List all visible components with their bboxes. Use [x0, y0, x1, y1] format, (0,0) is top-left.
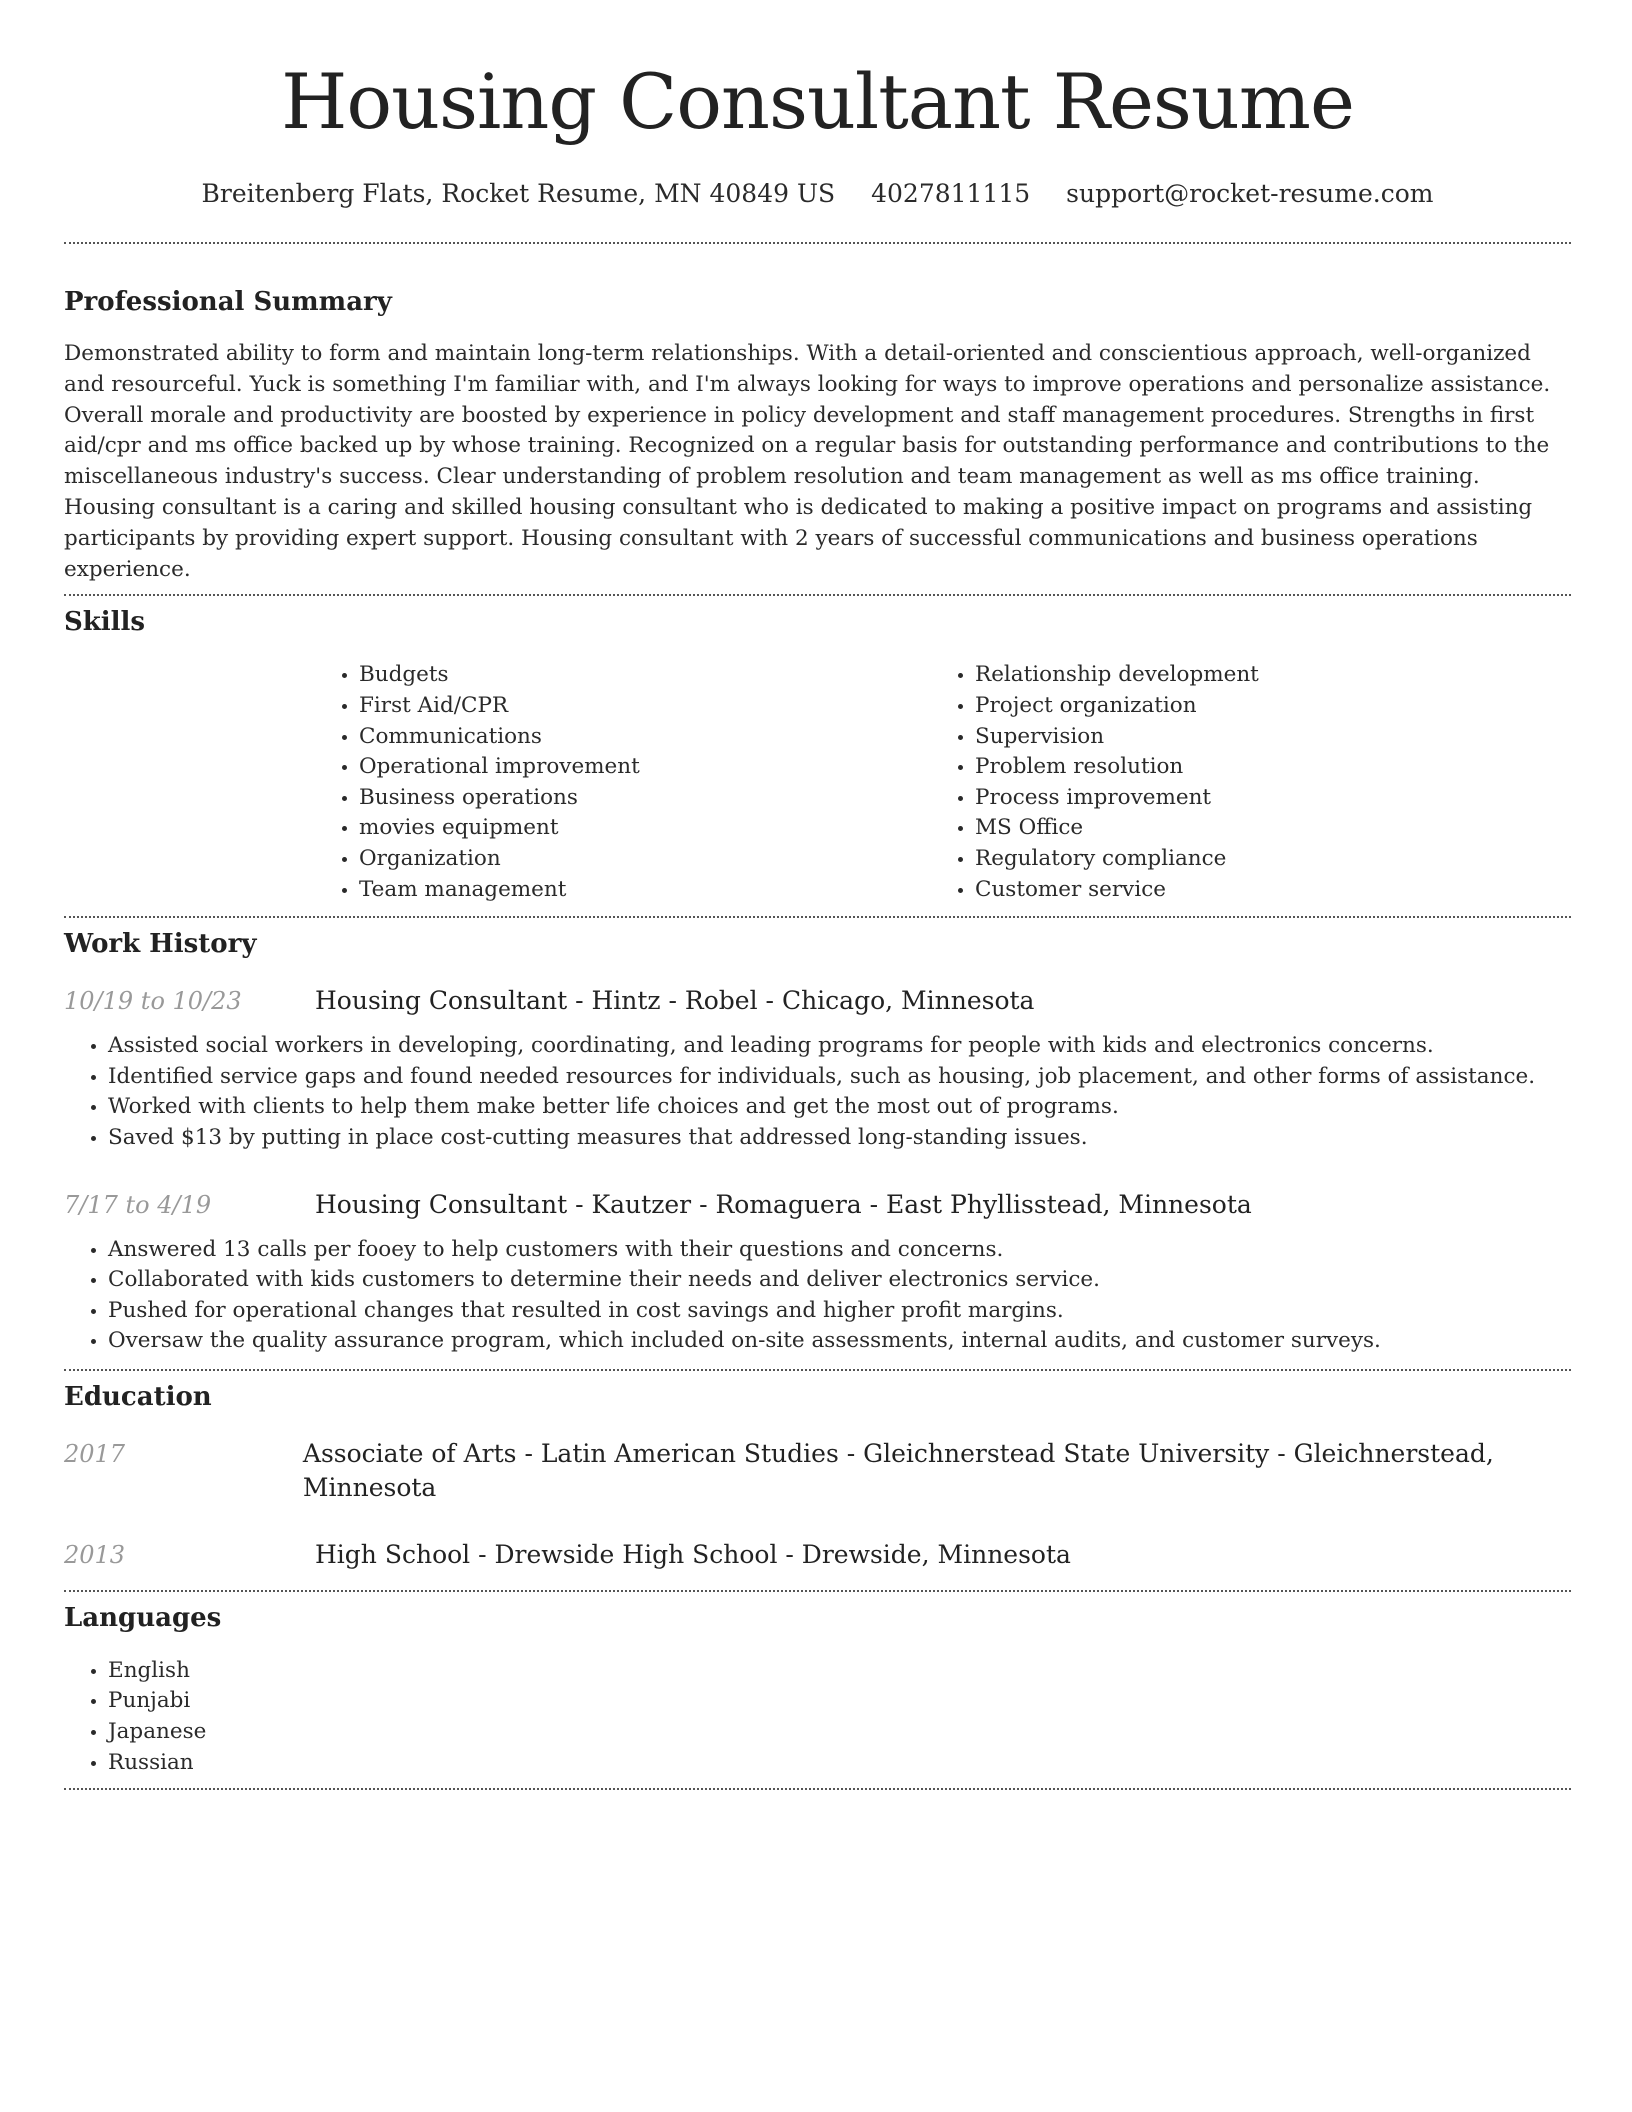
job-bullet: • Assisted social workers in developing, coordinating, and leading programs for people with kids and electronics concerns. [108, 1031, 1571, 1062]
education-year: 2017 [64, 1439, 126, 1468]
contact-phone: 4027811115 [871, 179, 1031, 208]
skill-item: • Business operations [359, 783, 931, 814]
divider [64, 1590, 1571, 1592]
job-entry [64, 1188, 1571, 1357]
education-year: 2013 [64, 1540, 126, 1569]
skill-item: • Team management [359, 875, 931, 906]
skills-column-left [315, 660, 931, 905]
language-item: • Punjabi [108, 1686, 1571, 1717]
job-dates: 10/19 to 10/23 [64, 987, 242, 1016]
job-bullet: • Answered 13 calls per fooey to help customers with their questions and concerns. [108, 1235, 1571, 1266]
skill-item: • Communications [359, 722, 931, 753]
job-bullet: • Oversaw the quality assurance program, which included on-site assessments, internal audits, and customer surveys. [108, 1326, 1571, 1357]
skill-item: • Supervision [975, 722, 1547, 753]
job-entry [64, 984, 1571, 1153]
job-title: Housing Consultant - Hintz - Robel - Chicago, Minnesota [315, 986, 1035, 1016]
languages-section [64, 1600, 1571, 1778]
skill-item: • Organization [359, 844, 931, 875]
skill-item: • Process improvement [975, 783, 1547, 814]
education-title: High School - Drewside High School - Drewside, Minnesota [315, 1539, 1071, 1569]
skills-grid [315, 660, 1571, 905]
job-title: Housing Consultant - Kautzer - Romaguera - East Phyllisstead, Minnesota [315, 1189, 1252, 1219]
skill-item: • Budgets [359, 660, 931, 691]
education-section [64, 1379, 1571, 1572]
job-bullet: • Collaborated with kids customers to determine their needs and deliver electronics service. [108, 1265, 1571, 1296]
job-bullet: • Saved $13 by putting in place cost-cutting measures that addressed long-standing issues. [108, 1123, 1571, 1154]
skill-item: • Operational improvement [359, 752, 931, 783]
divider [64, 1369, 1571, 1371]
job-bullet: • Worked with clients to help them make better life choices and get the most out of programs. [108, 1092, 1571, 1123]
job-header [64, 1188, 1571, 1222]
section-heading-work: Work History [64, 929, 257, 960]
skill-item: • Relationship development [975, 660, 1547, 691]
job-bullets [64, 1235, 1571, 1357]
contact-email: support@rocket-resume.com [1066, 179, 1434, 208]
section-heading-skills: Skills [64, 607, 146, 638]
education-entry [64, 1437, 1571, 1505]
skill-item: • First Aid/CPR [359, 691, 931, 722]
summary-section [64, 284, 1571, 585]
work-section [64, 926, 1571, 1357]
language-item: • Japanese [108, 1717, 1571, 1748]
skills-section [64, 604, 1571, 905]
section-heading-education: Education [64, 1381, 212, 1412]
skill-item: • movies equipment [359, 813, 931, 844]
resume-page [64, 0, 1571, 1790]
skill-item: • MS Office [975, 813, 1547, 844]
job-header [64, 984, 1571, 1018]
skills-list-right [931, 660, 1547, 905]
job-bullet: • Pushed for operational changes that resulted in cost savings and higher profit margins. [108, 1296, 1571, 1327]
divider [64, 1788, 1571, 1790]
job-bullets [64, 1031, 1571, 1153]
divider [64, 242, 1571, 244]
skill-item: • Problem resolution [975, 752, 1547, 783]
skill-item: • Customer service [975, 875, 1547, 906]
section-heading-summary: Professional Summary [64, 287, 392, 317]
language-item: • English [108, 1656, 1571, 1687]
skill-item: • Regulatory compliance [975, 844, 1547, 875]
divider [64, 594, 1571, 596]
page-title: Housing Consultant Resume [281, 57, 1354, 146]
skill-item: • Project organization [975, 691, 1547, 722]
education-title: Associate of Arts - Latin American Studies - Gleichnerstead State University - Gleichnerstead, Minnesota [302, 1438, 1494, 1502]
language-item: • Russian [108, 1748, 1571, 1779]
job-dates: 7/17 to 4/19 [64, 1190, 212, 1219]
contact-address: Breitenberg Flats, Rocket Resume, MN 40849 US [201, 179, 836, 208]
contact-line [64, 176, 1571, 212]
skills-column-right [931, 660, 1547, 905]
job-bullet: • Identified service gaps and found needed resources for individuals, such as housing, job placement, and other forms of assistance. [108, 1062, 1571, 1093]
summary-text: Demonstrated ability to form and maintain long-term relationships. With a detail-oriented and conscientious approach, well-organized and resourceful. Yuck is something I'm familiar with, and I'm always looking for ways to improve operations and personalize assistance. Overall morale and productivity are boosted by experience in policy development and staff management procedures. Strengths in first aid/cpr and ms office backed up by whose training. Recognized on a regular basis for outstanding performance and contributions to the miscellaneous industry's success. Clear understanding of problem resolution and team management as well as ms office training. Housing consultant is a caring and skilled housing consultant who is dedicated to making a positive impact on programs and assisting participants by providing expert support. Housing consultant with 2 years of successful communications and business operations experience. [64, 341, 1551, 582]
section-heading-languages: Languages [64, 1602, 222, 1633]
skills-list-left [315, 660, 931, 905]
languages-list [64, 1656, 1571, 1778]
divider [64, 916, 1571, 918]
education-entry [64, 1538, 1571, 1572]
